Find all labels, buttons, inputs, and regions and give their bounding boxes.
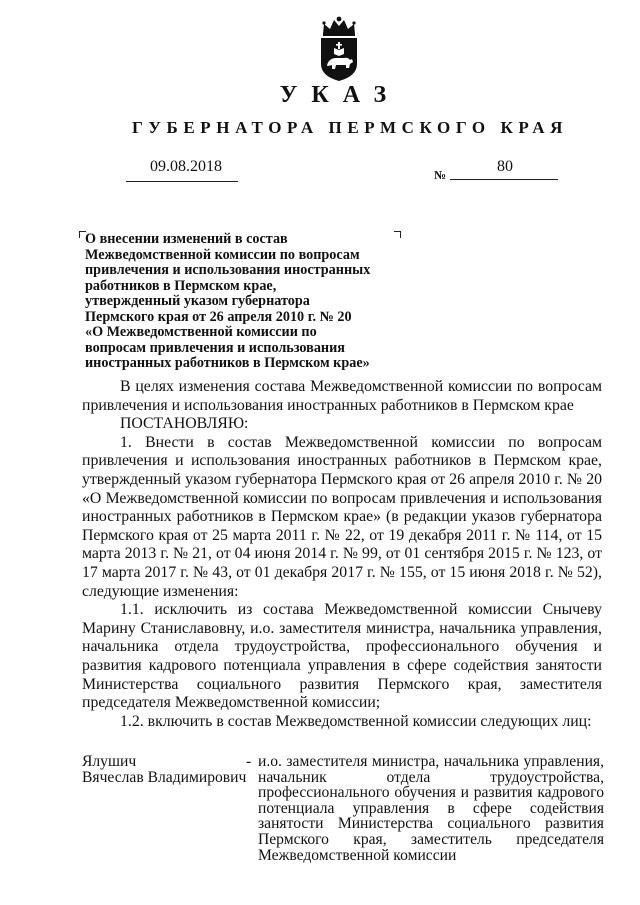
item-1-paragraph: 1. Внести в состав Межведомственной комиссии по вопросам привлечения и использования иностранных работников в Пермском крае, утвержденный указом губернатора Пермского края от 26 апреля 2010 г. № 20 «О Межведомственной комиссии по вопросам привлечения и использования иностранных работников в Пермском крае» (в редакции указов губернатора Пермского края от 25 марта 2011 г. № 22, от 19 декабря 2011 г. № 114, от 15 марта 2013 г. № 21, от 04 июня 2014 г. № 99, от 01 сентября 2015 г. № 123, от 17 марта 2017 г. № 43, от 01 декабря 2017 г. № 155, от 15 июня 2018 г. № 52), следующие изменения: [82, 433, 602, 600]
preamble-paragraph: В целях изменения состава Межведомственной комиссии по вопросам привлечения и использования иностранных работников в Пермском крае [82, 378, 602, 414]
subject-line: вопросам привлечения и использования [85, 339, 345, 356]
member-dash: - [246, 753, 252, 770]
subject-line: утвержденный указом губернатора [85, 293, 310, 309]
member-name [82, 754, 258, 785]
subject-line: «О Межведомственной комиссии по [85, 324, 317, 340]
subject-line: работников в Пермском крае, [85, 277, 277, 294]
document-body [82, 378, 602, 731]
subject-line: О внесении изменений в состав [85, 231, 288, 247]
document-subject [85, 232, 405, 372]
document-date: 09.08.2018 [150, 158, 222, 175]
subject-line: привлечения и использования иностранных [85, 262, 371, 278]
subject-line: Межведомственной комиссии по вопросам [85, 246, 360, 263]
item-1-2-paragraph: 1.2. включить в состав Межведомственной комиссии следующих лиц: [120, 712, 592, 730]
subject-line: иностранных работников в Пермском крае» [85, 355, 370, 371]
document-number: 80 [497, 158, 513, 175]
date-underline [126, 181, 238, 182]
member-surname: Ялушич [82, 753, 137, 770]
document-subtitle: ГУБЕРНАТОРА ПЕРМСКОГО КРАЯ [132, 118, 568, 137]
number-underline [450, 179, 558, 180]
perm-krai-coat-of-arms-icon [314, 14, 364, 82]
item-1-1-paragraph: 1.1. исключить из состава Межведомственной комиссии Снычеву Марину Станиславовну, и.о. заместителя министра, начальника управления, начальника отдела трудоустройства, профессионального обучения и развития кадрового потенциала управления в сфере содействия занятости Министерства социального развития Пермского края, заместителя председателя Межведомственной комиссии; [82, 601, 602, 712]
document-title: УКАЗ [279, 82, 401, 108]
decree-word: ПОСТАНОВЛЯЮ: [120, 415, 249, 433]
subject-line: Пермского края от 26 апреля 2010 г. № 20 [85, 308, 352, 325]
number-sign: № [434, 168, 447, 182]
member-given-names: Вячеслав Владимирович [82, 768, 247, 786]
member-role: и.о. заместителя министра, начальника управления, начальник отдела трудоустройства, профессионального обучения и развития кадрового потенциала управления в сфере содействия занятости Министерства социального развития Пермского края, заместитель председателя Межведомственной комиссии [258, 753, 604, 864]
